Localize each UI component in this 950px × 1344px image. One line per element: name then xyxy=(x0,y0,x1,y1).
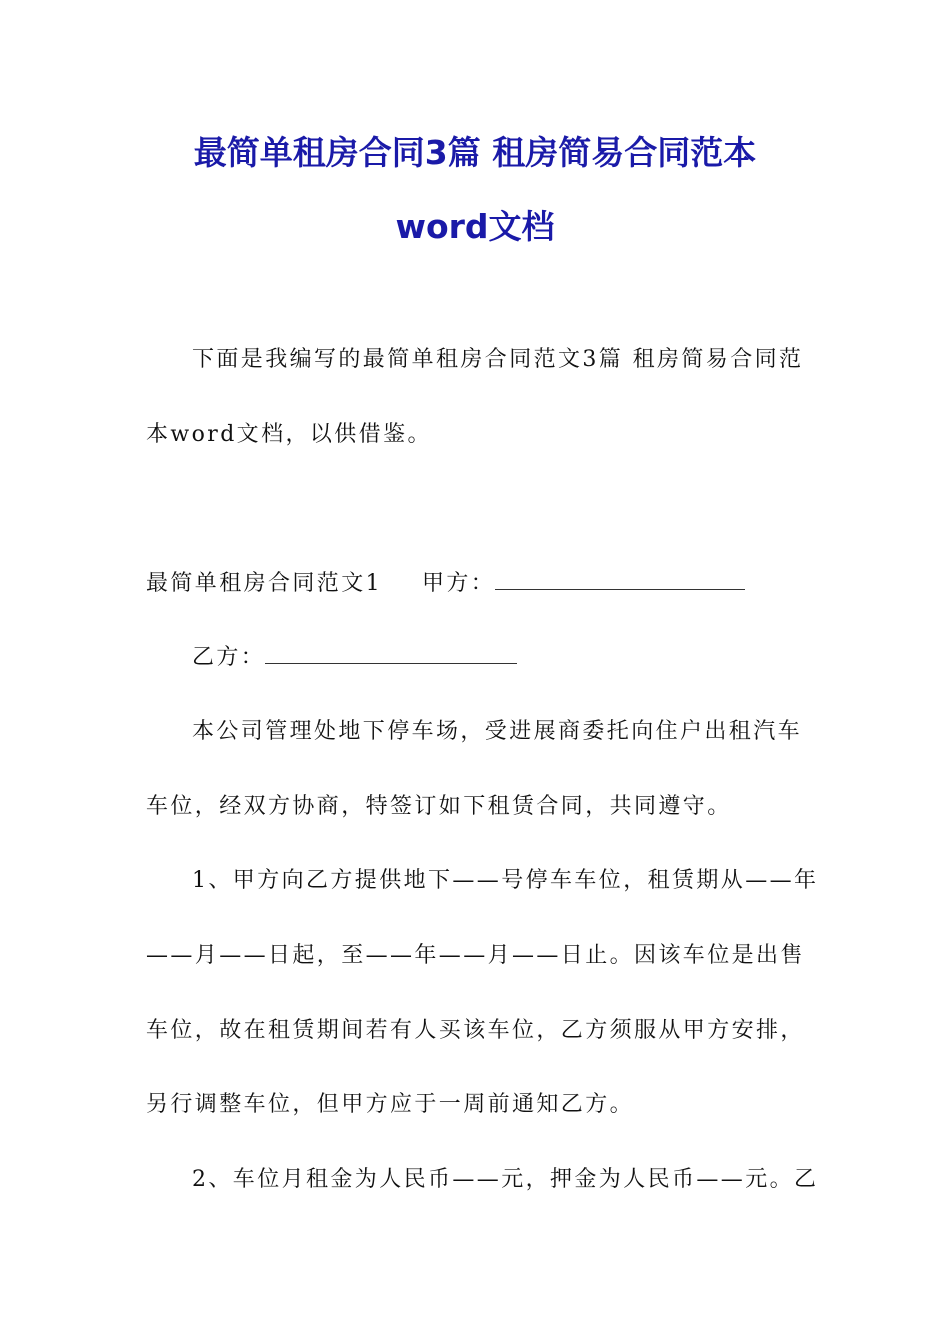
clause1-line-4: 另行调整车位，但甲方应于一周前通知乙方。 xyxy=(146,1092,635,1117)
section-heading-row xyxy=(146,569,745,599)
clause1-line-3: 车位，故在租赁期间若有人买该车位，乙方须服从甲方安排， xyxy=(146,1018,805,1043)
party-b-row xyxy=(192,643,517,673)
party-b-blank-line xyxy=(265,645,517,664)
party-b-label: 乙方： xyxy=(192,645,266,670)
para1-line-1: 本公司管理处地下停车场，受进展商委托向住户出租汽车 xyxy=(192,719,803,744)
clause2-line-1: 2、车位月租金为人民币——元，押金为人民币——元。乙 xyxy=(192,1167,819,1192)
clause1-line-2: ——月——日起，至——年——月——日止。因该车位是出售 xyxy=(146,943,805,968)
intro-line-2: 本word文档，以供借鉴。 xyxy=(146,422,432,447)
party-a-label: 甲方： xyxy=(422,571,496,596)
para1-line-2: 车位，经双方协商，特签订如下租赁合同，共同遵守。 xyxy=(146,794,732,819)
party-a-blank-line xyxy=(495,571,745,590)
section-title: 最简单租房合同范文1 xyxy=(146,571,382,596)
intro-line-1: 下面是我编写的最简单租房合同范文3篇 租房简易合同范 xyxy=(192,347,804,372)
clause1-line-1: 1、甲方向乙方提供地下——号停车车位，租赁期从——年 xyxy=(192,868,819,893)
document-title-line-2: word文档 xyxy=(395,207,555,246)
document-title-line-1: 最简单租房合同3篇 租房简易合同范本 xyxy=(193,133,757,172)
